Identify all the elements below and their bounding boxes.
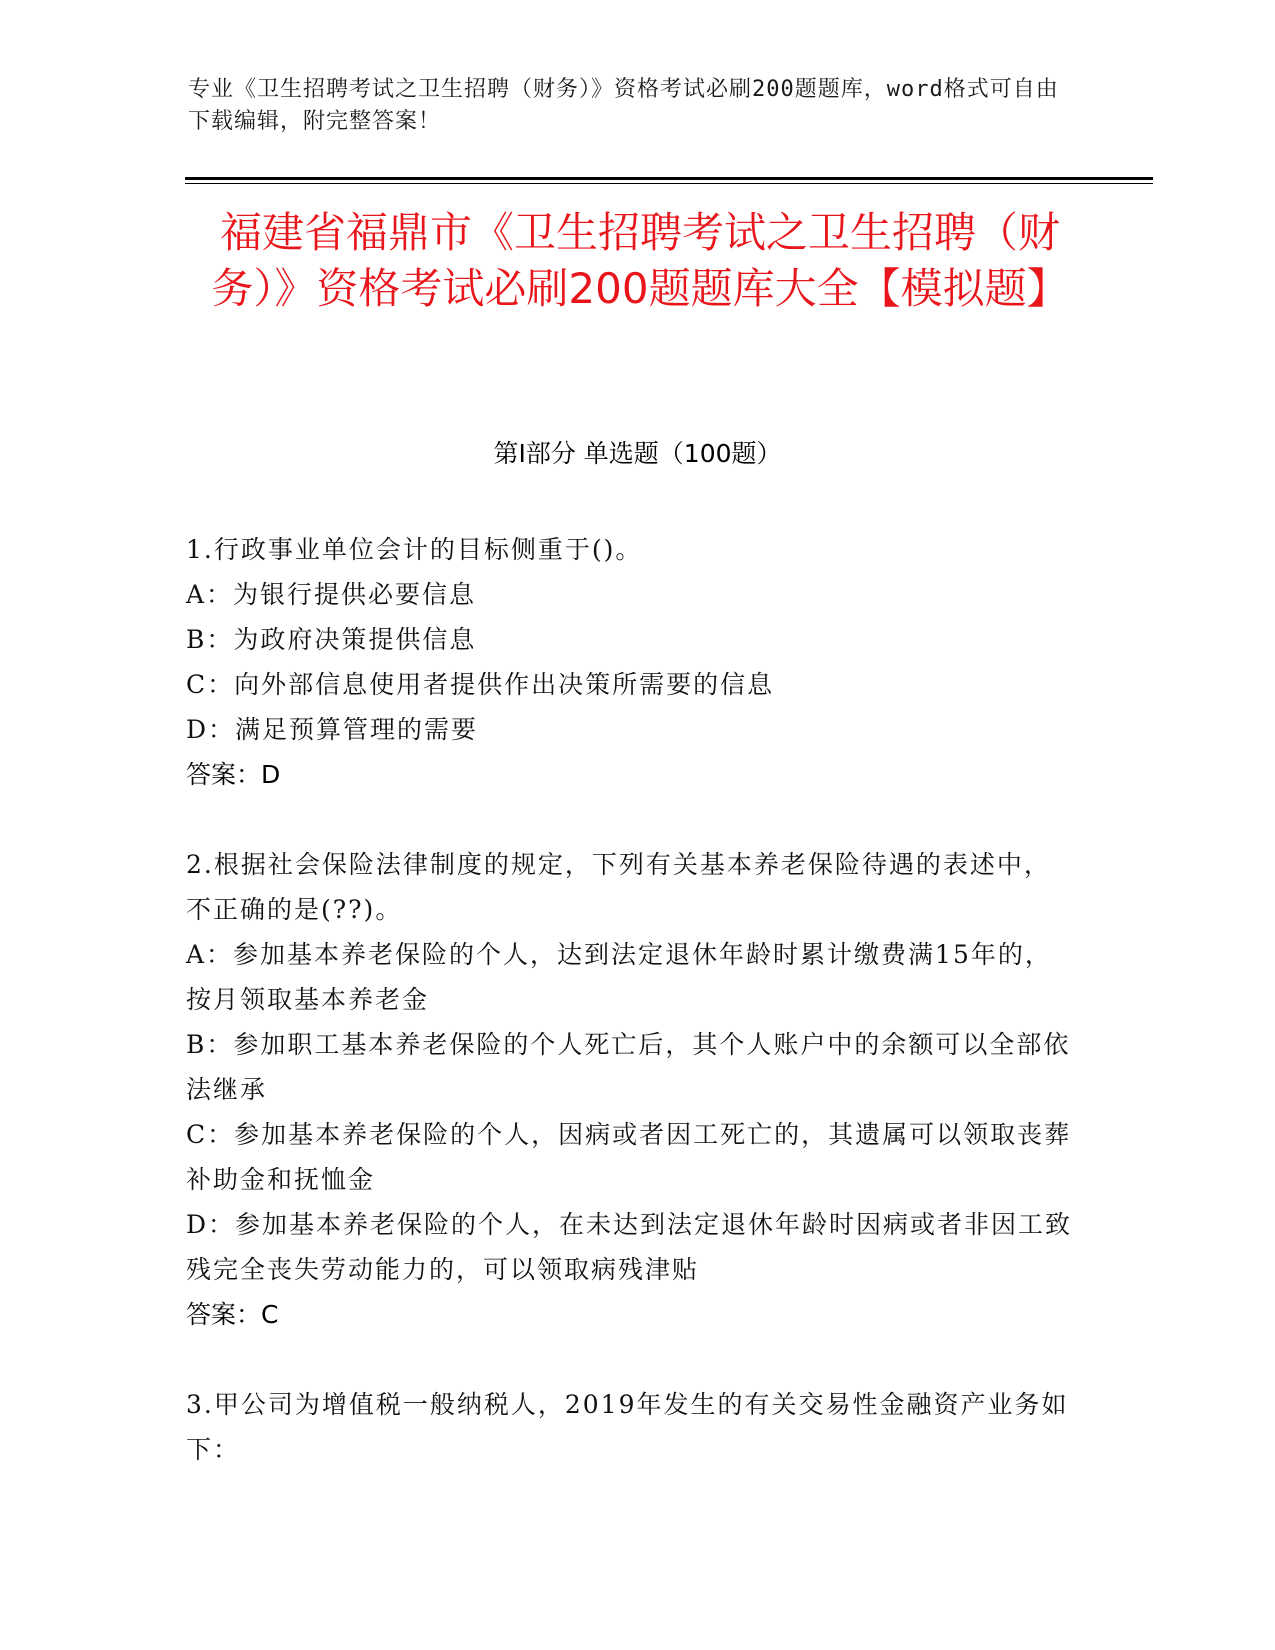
header-divider-thick [185, 177, 1153, 180]
option-d: D：参加基本养老保险的个人，在未达到法定退休年龄时因病或者非因工致残完全丧失劳动能力的，可以领取病残津贴 [186, 1210, 1073, 1284]
document-title: 福建省福鼎市《卫生招聘考试之卫生招聘（财务）》资格考试必刷200题题库大全【模拟题】 [211, 208, 1069, 313]
option-c: C：参加基本养老保险的个人，因病或者因工死亡的，其遗属可以领取丧葬补助金和抚恤金 [186, 1120, 1072, 1194]
option-d: D：满足预算管理的需要 [186, 715, 479, 744]
header-divider-thin [185, 183, 1153, 184]
question-stem: 1.行政事业单位会计的目标侧重于()。 [186, 535, 643, 564]
question-1 [186, 527, 1076, 797]
option-c: C：向外部信息使用者提供作出决策所需要的信息 [186, 670, 775, 699]
question-stem: 3.甲公司为增值税一般纳税人，2019年发生的有关交易性金融资产业务如下： [186, 1390, 1069, 1464]
answer-line: 答案：C [186, 1300, 279, 1329]
question-stem: 2.根据社会保险法律制度的规定，下列有关基本养老保险待遇的表述中，不正确的是(??)。 [186, 850, 1051, 924]
option-b: B：参加职工基本养老保险的个人死亡后，其个人账户中的余额可以全部依法继承 [186, 1030, 1071, 1104]
option-b: B：为政府决策提供信息 [186, 625, 477, 654]
option-a: A：为银行提供必要信息 [186, 580, 477, 609]
answer-line: 答案：D [186, 760, 281, 789]
question-2 [186, 842, 1076, 1337]
section-title: 第Ⅰ部分 单选题（100题） [493, 439, 782, 468]
question-list [186, 527, 1076, 1517]
option-a: A：参加基本养老保险的个人，达到法定退休年龄时累计缴费满15年的，按月领取基本养老金 [186, 940, 1052, 1014]
header-note: 专业《卫生招聘考试之卫生招聘（财务）》资格考试必刷200题题库，word格式可自由下载编辑，附完整答案！ [188, 77, 1059, 134]
question-3 [186, 1382, 1076, 1472]
